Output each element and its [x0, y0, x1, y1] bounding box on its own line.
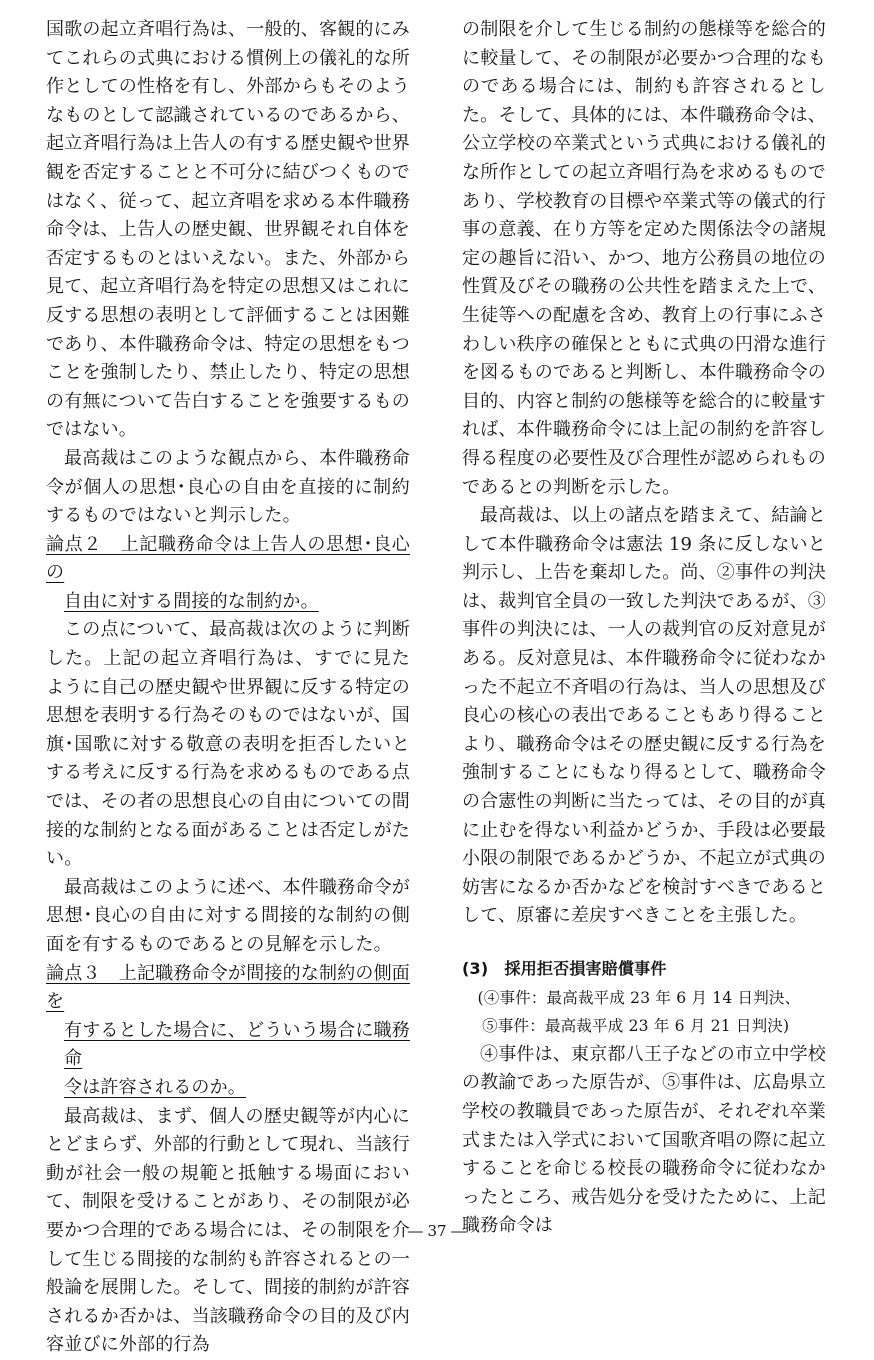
body-paragraph: の制限を介して生じる制約の態様等を総合的に較量して、その制限が必要かつ合理的なものである場合には、制約も許容されるとした。そして、具体的には、本件職務命令は、公立学校の卒業式という式典における儀礼的な所作としての起立斉唱行為を求めるものであり、学校教育の目標や卒業式等の儀式的行事の意義、在り方等を定めた関係法令の諸規定の趣旨に沿い、かつ、地方公務員の地位の性質及びその職務の公共性を踏まえた上で、生徒等への配慮を含め、教育上の行事にふさわしい秩序の確保とともに式典の円滑な進行を図るものであると判断し、本件職務命令の目的、内容と制約の態様等を総合的に較量すれば、本件職務命令には上記の制約を許容し得る程度の必要性及び合理性が認められものであるとの判断を示した。	[462, 19, 826, 498]
issue-heading-line: 有するとした場合に、どういう場合に職務命	[64, 1019, 410, 1070]
body-paragraph: 最高裁は、以上の諸点を踏まえて、結論として本件職務命令は憲法 19 条に反しないと判示し、上告を棄却した。尚、②事件の判決は、裁判官全員の一致した判決であるが、③事件の判決には、一人の裁判官の反対意見がある。反対意見は、本件職務命令に従わなかった不起立不斉唱の行為は、当人の思想及び良心の核心の表出であることもあり得ることより、職務命令はその歴史観に反する行為を強制することにもなり得るとして、職務命令の合憲性の判断に当たっては、その目的が真に止むを得ない利益かどうか、手段は必要最小限の制限であるかどうか、不起立が式典の妨害になるか否かなどを検討すべきであるとして、原審に差戻すべきことを主張した。	[462, 505, 826, 927]
case-reference: (④事件：最高裁平成 23 年 6 月 14 日判決、	[477, 988, 801, 1007]
body-paragraph: この点について、最高裁は次のように判断した。上記の起立斉唱行為は、すでに見たように自己の歴史観や世界観に反する特定の思想を表明する行為そのものではないが、国旗･国歌に対する敬意の表明を拒否したいとする考えに反する行為を求めるものである点では、その者の思想良心の自由についての間接的な制約となる面があることは否定しがたい。	[46, 619, 410, 870]
body-paragraph: ④事件は、東京都八王子などの市立中学校の教諭であった原告が、⑤事件は、広島県立学校の教職員であった原告が、それぞれ卒業式または入学式において国歌斉唱の際に起立することを命じる校長の職務命令に従わなかったところ、戒告処分を受けたために、上記職務命令は	[462, 1043, 826, 1237]
issue-heading-line: 論点３ 上記職務命令が間接的な制約の側面を	[46, 962, 410, 1013]
body-paragraph: 最高裁は、まず、個人の歴史観等が内心にとどまらず、外部的行動として現れ、当該行動が社会一般の規範と抵触する場面において、制限を受けることがあり、その制限が必要かつ合理的である場合には、その制限を介して生じる間接的な制約も許容されるとの一般論を展開した。そして、間接的制約が許容されるか否かは、当該職務命令の目的及び内容並びに外部的行為	[46, 1105, 410, 1356]
section-heading: (3) 採用拒否損害賠償事件	[462, 959, 667, 978]
body-paragraph: 最高裁はこのように述べ、本件職務命令が思想･良心の自由に対する間接的な制約の側面を有するものであるとの見解を示した。	[46, 876, 410, 955]
issue-heading-line: 自由に対する間接的な制約か。	[64, 590, 319, 612]
issue-heading-line: 令は許容されるのか。	[64, 1076, 246, 1098]
body-paragraph: 国歌の起立斉唱行為は、一般的、客観的にみてこれらの式典における慣例上の儀礼的な所作としての性格を有し、外部からもそのようなものとして認識されているのであるから、起立斉唱行為は上告人の有する歴史観や世界観を否定することと不可分に結びつくものではなく、従って、起立斉唱を求める本件職務命令は、上告人の歴史観、世界観それ自体を否定するものとはいえない。また、外部から見て、起立斉唱行為を特定の思想又はこれに反する思想の表明として評価することは困難であり、本件職務命令は、特定の思想をもつことを強制したり、禁止したり、特定の思想の有無について告白することを強要するものではない。	[46, 19, 410, 441]
issue-heading-2	[46, 531, 410, 617]
right-column	[462, 16, 826, 1241]
body-paragraph: 最高裁はこのような観点から、本件職務命令が個人の思想･良心の自由を直接的に制約するものではないと判示した。	[46, 447, 410, 527]
issue-heading-3	[46, 960, 410, 1103]
case-reference: ⑤事件：最高裁平成 23 年 6 月 21 日判決)	[482, 1017, 790, 1036]
page-number: ― 37 ―	[407, 1222, 467, 1240]
left-column	[46, 16, 410, 1360]
issue-heading-line: 論点２ 上記職務命令は上告人の思想･良心の	[46, 533, 410, 584]
